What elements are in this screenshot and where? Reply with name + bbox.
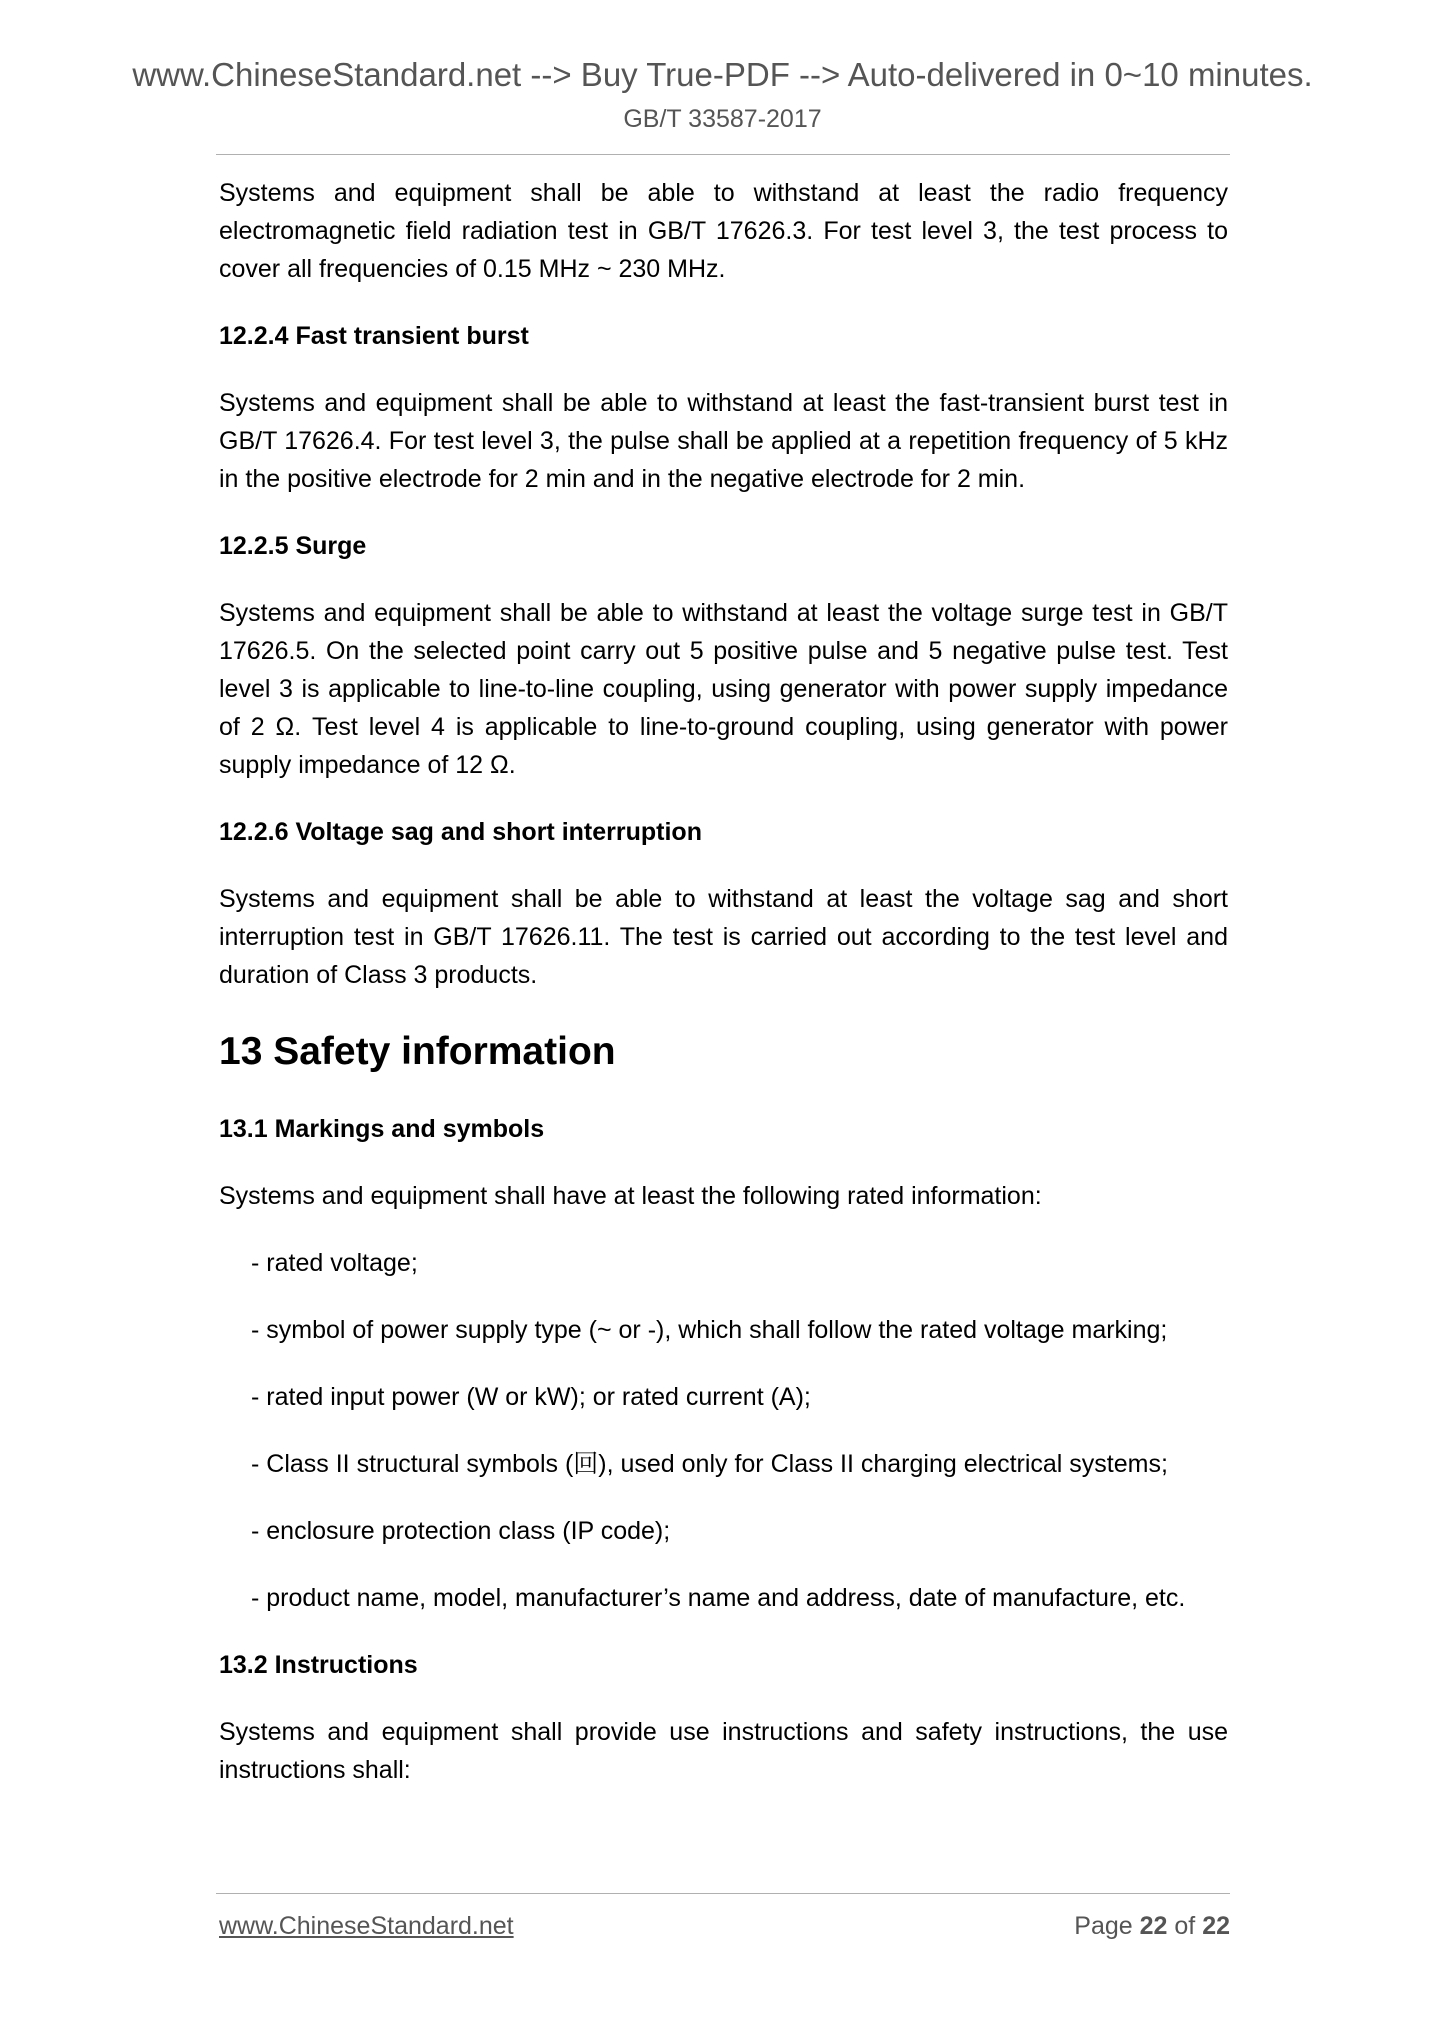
list-item: - product name, model, manufacturer’s name and address, date of manufacture, etc. — [251, 1584, 1186, 1612]
section-13-1-heading: 13.1 Markings and symbols — [219, 1115, 545, 1143]
section-12-2-4-heading: 12.2.4 Fast transient burst — [219, 322, 529, 350]
section-12-2-5-text: Systems and equipment shall be able to withstand at least the voltage surge test in GB/T 17626.5. On the selected point carry out 5 positive pulse and 5 negative pulse test. Test level 3 is applicable to line-to-line coupling, using generator with power supply impedance of 2 Ω. Test level 4 is applicable to line-to-ground coupling, using generator with power supply impedance of 12 Ω. — [219, 599, 1228, 779]
section-13-2-text: Systems and equipment shall provide use instructions and safety instructions, the use instructions shall: — [219, 1718, 1228, 1784]
page-content — [219, 174, 1228, 1818]
page-indicator — [1074, 1912, 1230, 1941]
section-13-2-heading: 13.2 Instructions — [219, 1651, 418, 1679]
page-current: 22 — [1139, 1912, 1168, 1940]
section-13-1-text: Systems and equipment shall have at least the following rated information: — [219, 1182, 1042, 1210]
list-item: - rated voltage; — [251, 1249, 418, 1277]
rated-info-list — [219, 1244, 1228, 1617]
section-12-2-4-text: Systems and equipment shall be able to withstand at least the fast-transient burst test in GB/T 17626.4. For test level 3, the pulse shall be applied at a repetition frequency of 5 kHz in the positive electrode for 2 min and in the negative electrode for 2 min. — [219, 389, 1228, 493]
section-12-2-5-heading: 12.2.5 Surge — [219, 532, 367, 560]
list-item: - rated input power (W or kW); or rated current (A); — [251, 1383, 811, 1411]
intro-paragraph: Systems and equipment shall be able to withstand at least the radio frequency electromagnetic field radiation test in GB/T 17626.3. For test level 3, the test process to cover all frequencies of 0.15 MHz ~ 230 MHz. — [219, 179, 1228, 283]
section-13-heading: 13 Safety information — [219, 1030, 616, 1073]
header-doc-id: GB/T 33587-2017 — [623, 105, 822, 133]
header-divider — [216, 154, 1230, 155]
section-12-2-6-text: Systems and equipment shall be able to withstand at least the voltage sag and short interruption test in GB/T 17626.11. The test is carried out according to the test level and duration of Class 3 products. — [219, 885, 1228, 989]
page-word: Page — [1074, 1912, 1133, 1940]
list-item: - symbol of power supply type (~ or -), which shall follow the rated voltage marking; — [251, 1316, 1168, 1344]
list-item: - enclosure protection class (IP code); — [251, 1517, 671, 1545]
section-12-2-6-heading: 12.2.6 Voltage sag and short interruption — [219, 818, 702, 846]
page-total: 22 — [1202, 1912, 1230, 1940]
list-item: - Class II structural symbols (回), used only for Class II charging electrical systems; — [251, 1450, 1168, 1478]
footer-divider — [216, 1893, 1230, 1894]
header-site-line: www.ChineseStandard.net --> Buy True-PDF --> Auto-delivered in 0~10 minutes. — [132, 56, 1313, 93]
footer-site-link[interactable]: www.ChineseStandard.net — [219, 1912, 514, 1940]
page-of: of — [1174, 1912, 1196, 1940]
